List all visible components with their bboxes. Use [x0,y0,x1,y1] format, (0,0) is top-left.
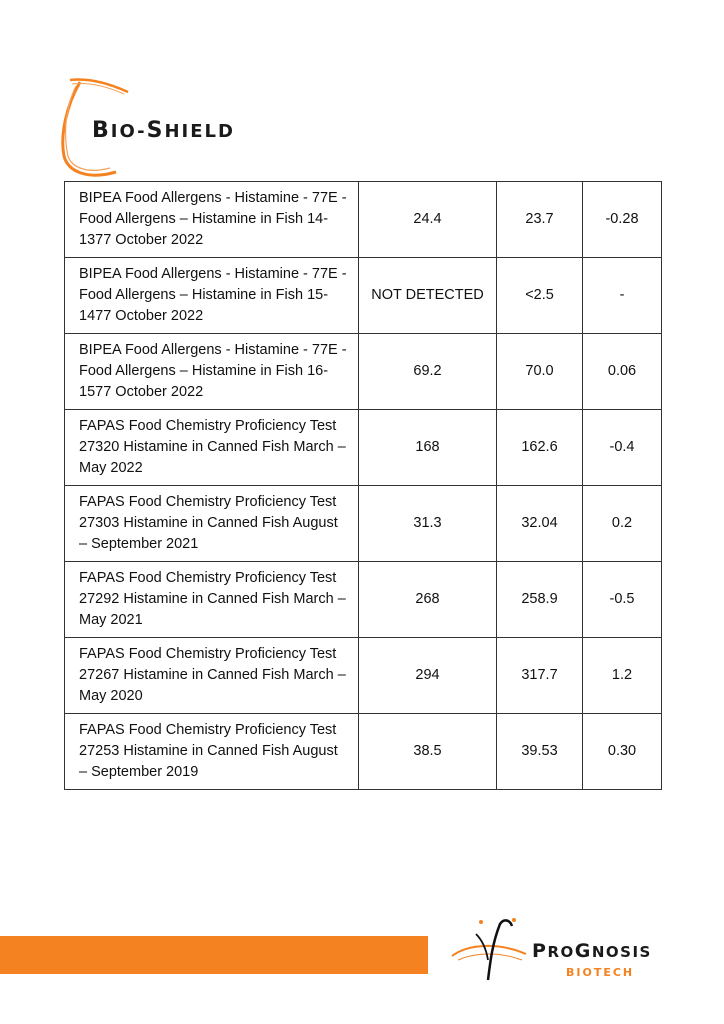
row-result: 38.5 [359,714,497,790]
row-result: 24.4 [359,182,497,258]
row-z-score: - [583,258,662,334]
row-result: 268 [359,562,497,638]
prognosis-biotech-logo [448,914,688,989]
row-result: 69.2 [359,334,497,410]
row-description: FAPAS Food Chemistry Proficiency Test 27292 Histamine in Canned Fish March – May 2021 [65,562,359,638]
row-assigned-value: 317.7 [497,638,583,714]
row-assigned-value: 32.04 [497,486,583,562]
row-assigned-value: 39.53 [497,714,583,790]
row-result: NOT DETECTED [359,258,497,334]
row-z-score: 0.2 [583,486,662,562]
company-name: PROGNOSIS [532,940,652,962]
table-row [65,638,662,714]
table-row [65,182,662,258]
row-description: FAPAS Food Chemistry Proficiency Test 27303 Histamine in Canned Fish August – September 2021 [65,486,359,562]
row-description: FAPAS Food Chemistry Proficiency Test 27320 Histamine in Canned Fish March – May 2022 [65,410,359,486]
row-assigned-value: 162.6 [497,410,583,486]
row-z-score: 0.30 [583,714,662,790]
table-row [65,714,662,790]
row-result: 31.3 [359,486,497,562]
row-description: FAPAS Food Chemistry Proficiency Test 27267 Histamine in Canned Fish March – May 2020 [65,638,359,714]
table-row [65,410,662,486]
row-description: FAPAS Food Chemistry Proficiency Test 27253 Histamine in Canned Fish August – September 2019 [65,714,359,790]
table-row [65,486,662,562]
row-z-score: -0.4 [583,410,662,486]
row-assigned-value: 258.9 [497,562,583,638]
bio-shield-logo [58,76,288,186]
prognosis-swoosh-icon [448,914,534,989]
row-description: BIPEA Food Allergens - Histamine - 77E - Food Allergens – Histamine in Fish 16-1577 October 2022 [65,334,359,410]
row-assigned-value: 70.0 [497,334,583,410]
row-z-score: 0.06 [583,334,662,410]
footer-orange-bar [0,936,428,974]
table-row [65,334,662,410]
table-row [65,258,662,334]
brand-name: BIO-SHIELD [92,118,235,143]
row-assigned-value: 23.7 [497,182,583,258]
row-z-score: 1.2 [583,638,662,714]
row-assigned-value: <2.5 [497,258,583,334]
row-description: BIPEA Food Allergens - Histamine - 77E - Food Allergens – Histamine in Fish 15-1477 October 2022 [65,258,359,334]
proficiency-results-table [64,181,662,790]
row-z-score: -0.5 [583,562,662,638]
row-description: BIPEA Food Allergens - Histamine - 77E - Food Allergens – Histamine in Fish 14-1377 October 2022 [65,182,359,258]
company-subtitle: BIOTECH [566,966,635,979]
row-z-score: -0.28 [583,182,662,258]
row-result: 168 [359,410,497,486]
table-row [65,562,662,638]
row-result: 294 [359,638,497,714]
